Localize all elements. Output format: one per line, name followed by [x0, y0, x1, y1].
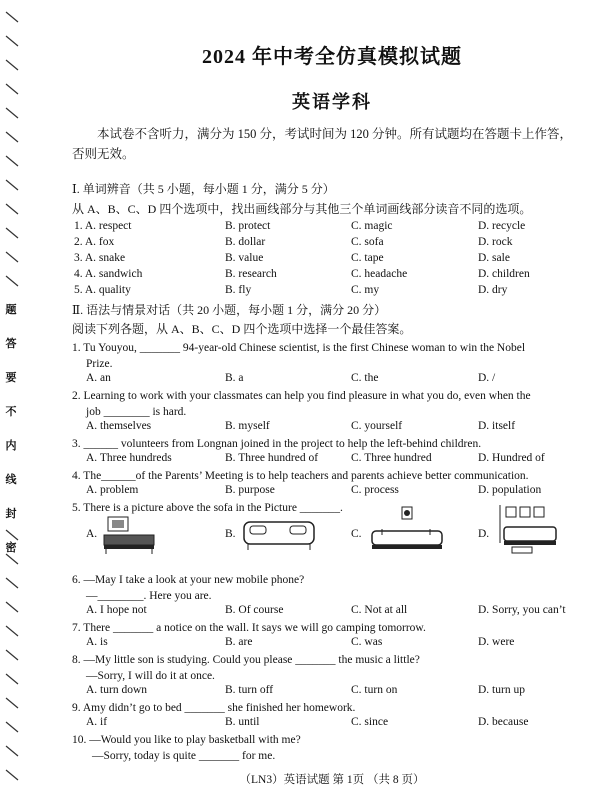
picture-b-bed-icon: [240, 518, 320, 552]
picture-a-bed-icon: [102, 515, 162, 555]
binding-margin: [0, 0, 22, 799]
options-9: A. if B. until C. since D. because: [86, 716, 529, 728]
question-9: 9. Amy didn’t go to bed _______ she finished her homework.: [72, 702, 356, 714]
options-8: A. turn down B. turn off C. turn on D. turn up: [86, 684, 525, 696]
subject-title: 英语学科: [292, 92, 372, 112]
question-row: 5. A. quality B. fly C. my D. dry: [74, 284, 508, 296]
options-6: A. I hope not B. Of course C. Not at all D. Sorry, you can’t: [86, 604, 566, 616]
question-8: 8. —My little son is studying. Could you please _______ the music a little?: [72, 654, 420, 666]
part2-heading: Ⅱ. 语法与情景对话（共 20 小题，每小题 1 分，满分 20 分）: [72, 303, 387, 317]
option-c-label: C.: [351, 528, 362, 540]
question-row: 3. A. snake B. value C. tape D. sale: [74, 252, 510, 264]
question-2: 2. Learning to work with your classmates can help you find pleasure in what you do, even when the: [72, 390, 531, 402]
question-4: 4. The______of the Parents’ Meeting is to help teachers and parents achieve better communication.: [72, 470, 529, 482]
options-2: A. themselves B. myself C. yourself D. itself: [86, 420, 516, 432]
exam-notice: 本试卷不含听力，满分为 150 分，考试时间为 120 分钟。所有试题均在答题卡上作答，否则无效。: [72, 127, 573, 161]
question-10-cont: —Sorry, today is quite _______ for me.: [92, 750, 276, 762]
picture-c-sofa-icon: [368, 505, 448, 557]
question-5: 5. There is a picture above the sofa in the Picture _______.: [72, 502, 343, 514]
question-row: 1. A. respect B. protect C. magic D. recycle: [74, 220, 526, 232]
question-6-cont: —________. Here you are.: [86, 590, 212, 602]
question-row: 2. A. fox B. dollar C. sofa D. rock: [74, 236, 513, 248]
exam-title: 2024 年中考全仿真模拟试题: [202, 46, 462, 68]
question-7: 7. There _______ a notice on the wall. It says we will go camping tomorrow.: [72, 622, 426, 634]
page-footer: （LN3）英语试题 第 1页 （共 8 页）: [239, 774, 425, 786]
part1-heading: Ⅰ. 单词辨音（共 5 小题，每小题 1 分，满分 5 分）: [72, 182, 335, 196]
options-4: A. problem B. purpose C. process D. population: [86, 484, 542, 496]
options-7: A. is B. are C. was D. were: [86, 636, 515, 648]
option-b-label: B.: [225, 528, 236, 540]
question-10: 10. —Would you like to play basketball with me?: [72, 734, 301, 746]
part1-instruction: 从 A、B、C、D 四个选项中，找出画线部分与其他三个单词画线部分读音不同的选项。: [72, 202, 532, 216]
question-1-cont: Prize.: [86, 358, 113, 370]
question-2-cont: job ________ is hard.: [86, 406, 187, 418]
option-a-label: A.: [86, 528, 98, 540]
picture-d-sofa-icon: [492, 503, 564, 557]
question-row: 4. A. sandwich B. research C. headache D. children: [74, 268, 530, 280]
question-3: 3. ______ volunteers from Longnan joined in the project to help the left-behind children.: [72, 438, 482, 450]
options-1: A. an B. a C. the D. /: [86, 372, 496, 384]
part2-instruction: 阅读下列各题，从 A、B、C、D 四个选项中选择一个最佳答案。: [72, 322, 412, 336]
option-d-label: D.: [478, 528, 490, 540]
question-1: 1. Tu Youyou, _______ 94-year-old Chinese scientist, is the first Chinese woman to win the Nobel: [72, 342, 526, 354]
exam-page: [72, 0, 592, 799]
question-8-cont: —Sorry, I will do it at once.: [86, 670, 215, 682]
options-3: A. Three hundreds B. Three hundred of C. Three hundred D. Hundred of: [86, 452, 545, 464]
seal-line-text: 题 答 要 不 内 线 封 密: [5, 304, 17, 554]
question-6: 6. —May I take a look at your new mobile phone?: [72, 574, 305, 586]
